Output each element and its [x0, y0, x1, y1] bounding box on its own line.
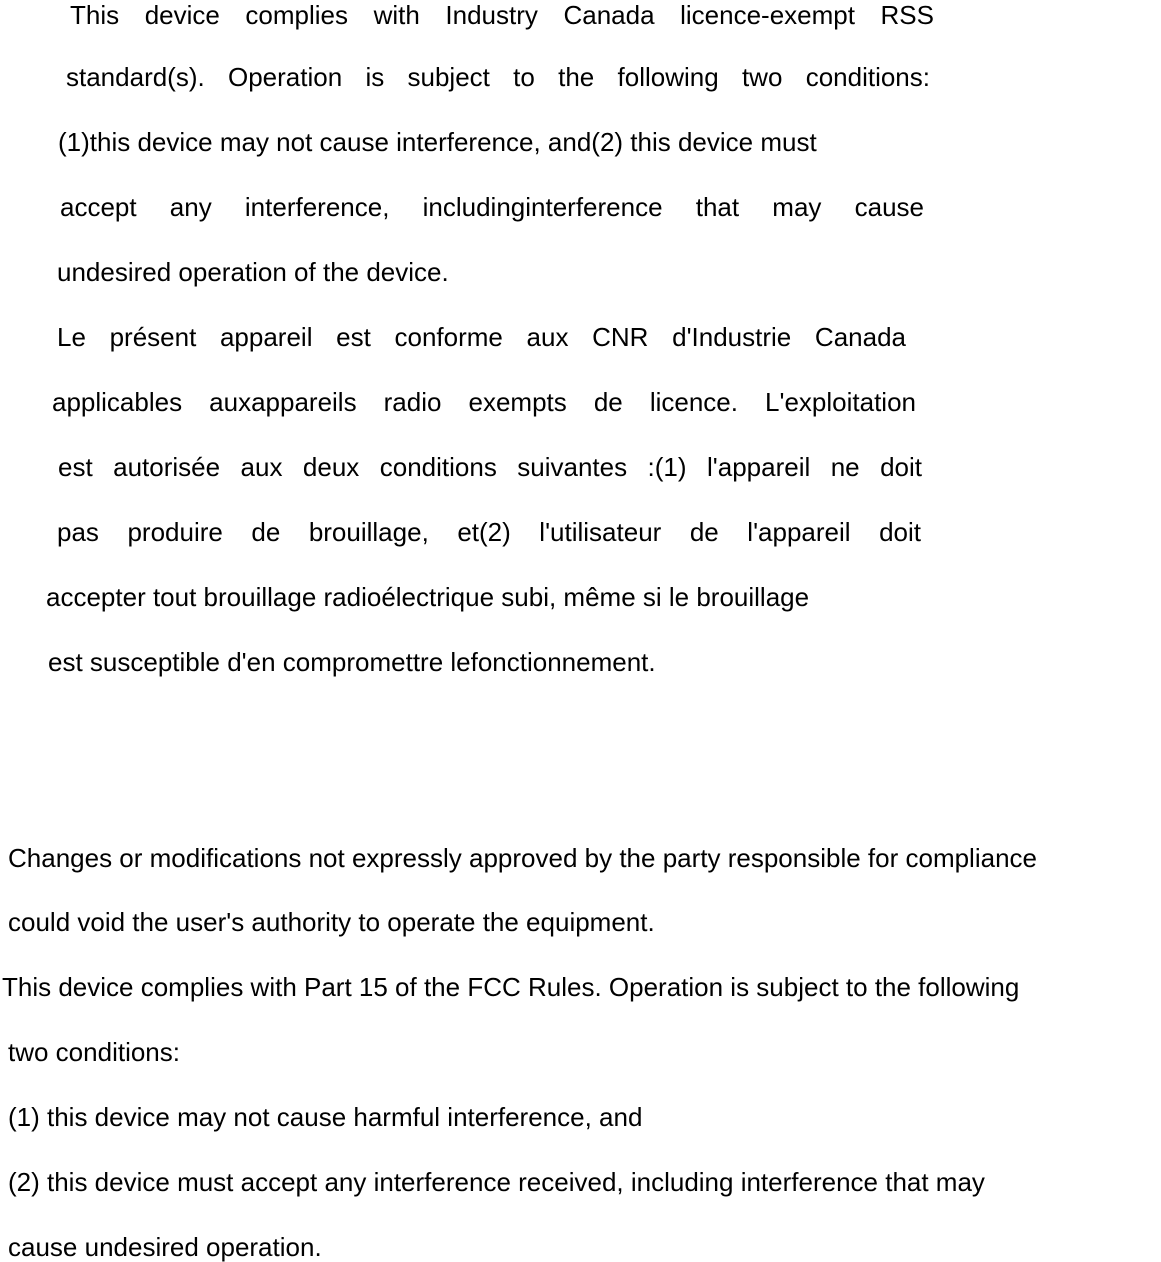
ic-french-line-6: est susceptible d'en compromettre lefonctionnement. [48, 647, 656, 677]
ic-english-line-5: undesired operation of the device. [57, 257, 449, 287]
ic-english-line-2: standard(s). Operation is subject to the following two conditions: [66, 62, 930, 92]
ic-french-line-1: Le présent appareil est conforme aux CNR d'Industrie Canada [57, 322, 906, 352]
ic-english-line-4: accept any interference, includinginterference that may cause [60, 192, 924, 222]
ic-english-line-3: (1)this device may not cause interference, and(2) this device must [58, 127, 817, 157]
fcc-line-5: (1) this device may not cause harmful interference, and [8, 1102, 643, 1132]
ic-french-line-2: applicables auxappareils radio exempts de licence. L'exploitation [52, 387, 916, 417]
ic-french-line-4: pas produire de brouillage, et(2) l'utilisateur de l'appareil doit [57, 517, 921, 547]
fcc-line-1: Changes or modifications not expressly approved by the party responsible for compliance [8, 843, 1037, 873]
fcc-line-6: (2) this device must accept any interference received, including interference that may [8, 1167, 985, 1197]
fcc-line-4: two conditions: [8, 1037, 180, 1067]
ic-french-line-5: accepter tout brouillage radioélectrique subi, même si le brouillage [46, 582, 810, 612]
fcc-line-3: This device complies with Part 15 of the FCC Rules. Operation is subject to the following [2, 972, 1020, 1002]
ic-english-line-1: This device complies with Industry Canada licence-exempt RSS [70, 0, 934, 30]
fcc-line-7: cause undesired operation. [8, 1232, 322, 1262]
ic-french-line-3: est autorisée aux deux conditions suivantes :(1) l'appareil ne doit [58, 452, 922, 482]
fcc-line-2: could void the user's authority to operate the equipment. [8, 907, 655, 937]
